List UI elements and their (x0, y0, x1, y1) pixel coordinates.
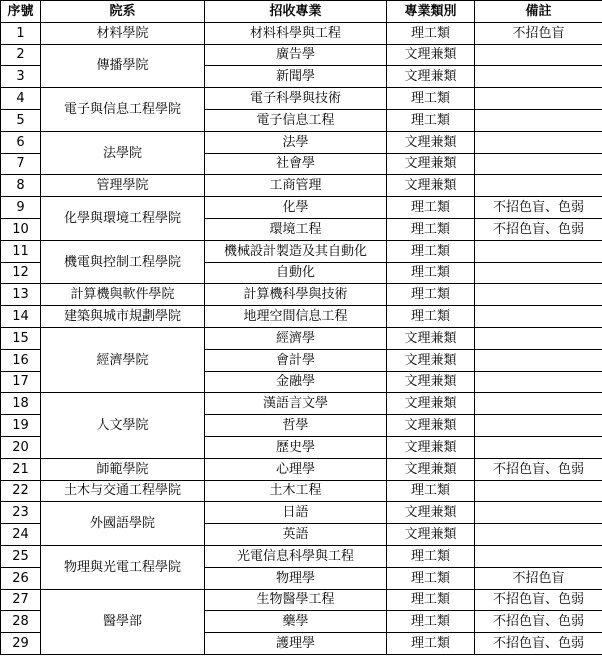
major-cell: 材料科學與工程 (205, 22, 387, 44)
table-row (1, 44, 602, 66)
category-cell: 理工類 (387, 218, 475, 240)
department-cell: 傳播學院 (41, 44, 205, 88)
row-number: 7 (1, 153, 41, 175)
note-cell (475, 262, 602, 284)
row-number: 4 (1, 88, 41, 110)
table-row (1, 589, 602, 611)
row-number: 8 (1, 175, 41, 197)
category-cell: 文理兼類 (387, 349, 475, 371)
major-cell: 社會學 (205, 153, 387, 175)
row-number: 11 (1, 240, 41, 262)
table-row (1, 284, 602, 306)
row-number: 17 (1, 371, 41, 393)
table-row (1, 327, 602, 349)
category-cell: 理工類 (387, 567, 475, 589)
department-cell: 建築與城市規劃學院 (41, 306, 205, 328)
department-cell: 醫學部 (41, 589, 205, 654)
table-row (1, 393, 602, 415)
table-row (1, 480, 602, 502)
note-cell (475, 524, 602, 546)
category-cell: 理工類 (387, 611, 475, 633)
row-number: 26 (1, 567, 41, 589)
row-number: 24 (1, 524, 41, 546)
major-cell: 心理學 (205, 458, 387, 480)
category-cell: 文理兼類 (387, 458, 475, 480)
note-cell: 不招色盲 (475, 22, 602, 44)
major-cell: 藥學 (205, 611, 387, 633)
category-cell: 文理兼類 (387, 153, 475, 175)
header-major: 招收專業 (205, 1, 387, 23)
note-cell (475, 66, 602, 88)
row-number: 1 (1, 22, 41, 44)
header-note: 備註 (475, 1, 602, 23)
department-cell: 人文學院 (41, 393, 205, 458)
department-cell: 化學與環境工程學院 (41, 197, 205, 241)
major-cell: 經濟學 (205, 327, 387, 349)
category-cell: 理工類 (387, 22, 475, 44)
note-cell (475, 240, 602, 262)
major-cell: 哲學 (205, 415, 387, 437)
department-cell: 材料學院 (41, 22, 205, 44)
table-row (1, 240, 602, 262)
category-cell: 文理兼類 (387, 44, 475, 66)
major-cell: 金融學 (205, 371, 387, 393)
row-number: 6 (1, 131, 41, 153)
note-cell (475, 44, 602, 66)
major-cell: 環境工程 (205, 218, 387, 240)
major-cell: 地理空間信息工程 (205, 306, 387, 328)
table-row (1, 545, 602, 567)
note-cell (475, 327, 602, 349)
note-cell (475, 131, 602, 153)
note-cell (475, 545, 602, 567)
table-row (1, 88, 602, 110)
major-cell: 土木工程 (205, 480, 387, 502)
table-row (1, 175, 602, 197)
category-cell: 文理兼類 (387, 327, 475, 349)
note-cell: 不招色盲、色弱 (475, 458, 602, 480)
category-cell: 文理兼類 (387, 436, 475, 458)
category-cell: 理工類 (387, 284, 475, 306)
department-cell: 管理學院 (41, 175, 205, 197)
major-cell: 法學 (205, 131, 387, 153)
table-row (1, 22, 602, 44)
note-cell: 不招色盲、色弱 (475, 633, 602, 655)
category-cell: 理工類 (387, 197, 475, 219)
row-number: 28 (1, 611, 41, 633)
category-cell: 理工類 (387, 480, 475, 502)
category-cell: 理工類 (387, 306, 475, 328)
major-cell: 機械設計製造及其自動化 (205, 240, 387, 262)
major-cell: 生物醫學工程 (205, 589, 387, 611)
table-row (1, 458, 602, 480)
major-cell: 物理學 (205, 567, 387, 589)
row-number: 27 (1, 589, 41, 611)
category-cell: 文理兼類 (387, 175, 475, 197)
row-number: 21 (1, 458, 41, 480)
major-cell: 自動化 (205, 262, 387, 284)
row-number: 12 (1, 262, 41, 284)
category-cell: 理工類 (387, 240, 475, 262)
table-row (1, 197, 602, 219)
department-cell: 外國語學院 (41, 502, 205, 546)
note-cell (475, 436, 602, 458)
note-cell (475, 415, 602, 437)
major-cell: 電子信息工程 (205, 109, 387, 131)
header-row (1, 1, 602, 23)
department-cell: 電子與信息工程學院 (41, 88, 205, 132)
note-cell (475, 109, 602, 131)
note-cell (475, 306, 602, 328)
department-cell: 計算機與軟件學院 (41, 284, 205, 306)
note-cell: 不招色盲、色弱 (475, 218, 602, 240)
row-number: 2 (1, 44, 41, 66)
row-number: 16 (1, 349, 41, 371)
row-number: 10 (1, 218, 41, 240)
note-cell: 不招色盲、色弱 (475, 197, 602, 219)
table-row (1, 131, 602, 153)
major-cell: 電子科學與技術 (205, 88, 387, 110)
row-number: 25 (1, 545, 41, 567)
major-cell: 護理學 (205, 633, 387, 655)
major-cell: 工商管理 (205, 175, 387, 197)
note-cell (475, 393, 602, 415)
row-number: 20 (1, 436, 41, 458)
note-cell (475, 480, 602, 502)
category-cell: 文理兼類 (387, 131, 475, 153)
row-number: 14 (1, 306, 41, 328)
major-cell: 歷史學 (205, 436, 387, 458)
note-cell (475, 349, 602, 371)
category-cell: 理工類 (387, 88, 475, 110)
category-cell: 文理兼類 (387, 415, 475, 437)
major-cell: 計算機科學與技術 (205, 284, 387, 306)
major-cell: 日語 (205, 502, 387, 524)
header-dept: 院系 (41, 1, 205, 23)
row-number: 23 (1, 502, 41, 524)
table-row (1, 306, 602, 328)
major-cell: 漢語言文學 (205, 393, 387, 415)
note-cell: 不招色盲 (475, 567, 602, 589)
row-number: 13 (1, 284, 41, 306)
department-cell: 師範學院 (41, 458, 205, 480)
row-number: 3 (1, 66, 41, 88)
category-cell: 理工類 (387, 109, 475, 131)
category-cell: 理工類 (387, 545, 475, 567)
category-cell: 文理兼類 (387, 371, 475, 393)
category-cell: 文理兼類 (387, 502, 475, 524)
row-number: 9 (1, 197, 41, 219)
row-number: 18 (1, 393, 41, 415)
row-number: 29 (1, 633, 41, 655)
row-number: 22 (1, 480, 41, 502)
row-number: 15 (1, 327, 41, 349)
header-category: 專業類別 (387, 1, 475, 23)
table-body (1, 22, 602, 654)
category-cell: 文理兼類 (387, 66, 475, 88)
table-row (1, 502, 602, 524)
department-cell: 土木与交通工程學院 (41, 480, 205, 502)
major-cell: 英語 (205, 524, 387, 546)
note-cell: 不招色盲、色弱 (475, 589, 602, 611)
row-number: 5 (1, 109, 41, 131)
major-cell: 化學 (205, 197, 387, 219)
major-cell: 新聞學 (205, 66, 387, 88)
major-cell: 會計學 (205, 349, 387, 371)
category-cell: 文理兼類 (387, 393, 475, 415)
note-cell: 不招色盲、色弱 (475, 611, 602, 633)
note-cell (475, 371, 602, 393)
department-cell: 經濟學院 (41, 327, 205, 392)
header-no: 序號 (1, 1, 41, 23)
note-cell (475, 153, 602, 175)
category-cell: 理工類 (387, 633, 475, 655)
major-cell: 廣告學 (205, 44, 387, 66)
category-cell: 理工類 (387, 589, 475, 611)
category-cell: 理工類 (387, 262, 475, 284)
department-cell: 物理與光電工程學院 (41, 545, 205, 589)
category-cell: 文理兼類 (387, 524, 475, 546)
row-number: 19 (1, 415, 41, 437)
note-cell (475, 88, 602, 110)
note-cell (475, 502, 602, 524)
note-cell (475, 284, 602, 306)
department-cell: 法學院 (41, 131, 205, 175)
department-cell: 機電與控制工程學院 (41, 240, 205, 284)
note-cell (475, 175, 602, 197)
major-cell: 光電信息科學與工程 (205, 545, 387, 567)
